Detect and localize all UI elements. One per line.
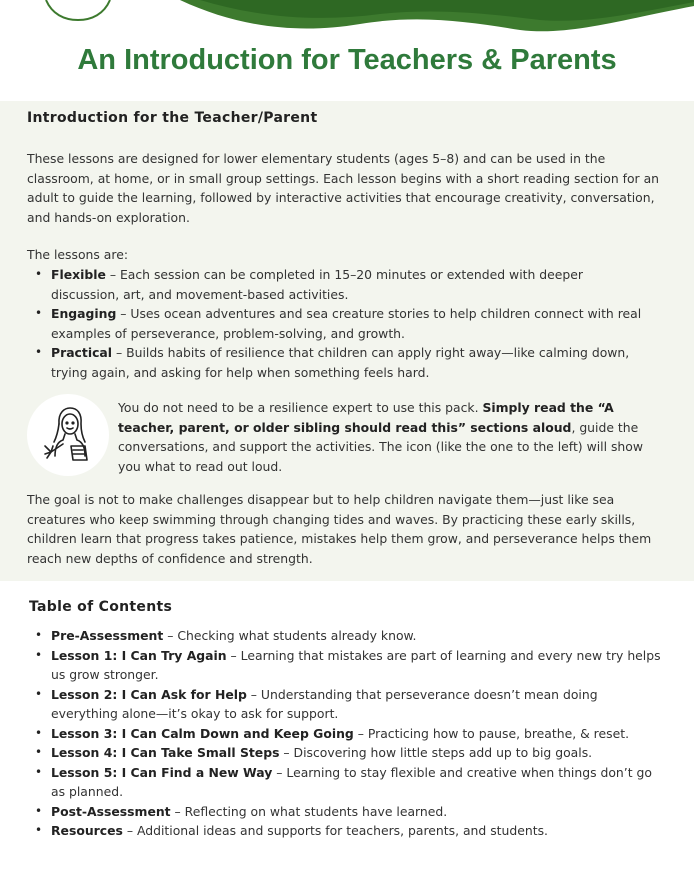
toc-desc: – Discovering how little steps add up to big goals. [279, 745, 593, 760]
toc-item-pre-assessment: • Pre-Assessment – Checking what students already know. [35, 628, 417, 643]
toc-item-lesson-4: • Lesson 4: I Can Take Small Steps – Discovering how little steps add up to big goals. [35, 745, 593, 760]
toc-desc: – Additional ideas and supports for teachers, parents, and students. [122, 823, 548, 838]
toc-term: Lesson 1: I Can Try Again [51, 647, 227, 663]
toc-item-resources: • Resources – Additional ideas and supports for teachers, parents, and students. [35, 823, 548, 838]
page-title: An Introduction for Teachers & Parents [77, 44, 617, 76]
toc-desc: – Learning to stay flexible and creative when things don’t go as planned. [51, 764, 652, 799]
reader-note [118, 398, 658, 476]
feature-term: Engaging [51, 306, 117, 321]
toc-term: Lesson 5: I Can Find a New Way [51, 764, 273, 780]
feature-desc: – Each session can be completed in 15–20 minutes or extended with deeper discussion, art, and movement-based activities. [51, 267, 583, 302]
toc-item-lesson-2: • Lesson 2: I Can Ask for Help – Understanding that perseverance doesn’t mean doing everything alone—it’s okay to ask for support. [35, 686, 598, 721]
feature-desc: – Builds habits of resilience that children can apply right away—like calming down, trying again, and asking for help when something feels hard. [51, 345, 630, 380]
header-wave-decoration [0, 0, 694, 40]
reader-note-bold: Simply read the “A teacher, parent, or older sibling should read this” sections aloud [118, 400, 614, 435]
toc-desc: – Checking what students already know. [163, 628, 417, 643]
goal-paragraph: The goal is not to make challenges disappear but to help children navigate them—just like sea creatures who keep swimming through changing tides and waves. By practicing these early skills, children learn that progress takes patience, mistakes help them grow, and perseverance helps them reach new depths of confidence and strength. [27, 492, 652, 566]
list-item: • Practical – Builds habits of resilience that children can apply right away—like calming down, trying again, and asking for help when something feels hard. [35, 345, 630, 380]
toc-term: Lesson 4: I Can Take Small Steps [51, 745, 280, 760]
toc-item-post-assessment: • Post-Assessment – Reflecting on what students have learned. [35, 803, 448, 819]
toc-term: Pre-Assessment [51, 628, 164, 643]
table-of-contents [27, 626, 667, 841]
toc-item-lesson-3: • Lesson 3: I Can Calm Down and Keep Going – Practicing how to pause, breathe, & reset. [35, 725, 630, 741]
toc-desc: – Understanding that perseverance doesn’t mean doing everything alone—it’s okay to ask for support. [51, 686, 598, 721]
toc-desc: – Reflecting on what students have learned. [170, 803, 448, 819]
lessons-are-label: The lessons are: [27, 247, 129, 262]
feature-term: Flexible [51, 267, 106, 282]
toc-desc: – Learning that mistakes are part of learning and every new try helps us grow stronger. [51, 647, 661, 682]
toc-heading: Table of Contents [29, 599, 173, 615]
list-item: • Engaging – Uses ocean adventures and sea creature stories to help children connect with real examples of perseverance, problem-solving, and growth. [35, 306, 642, 341]
toc-item-lesson-5: • Lesson 5: I Can Find a New Way – Learning to stay flexible and creative when things don’t go as planned. [35, 764, 652, 799]
feature-term: Practical [51, 345, 113, 360]
reading-teacher-icon [27, 394, 109, 476]
toc-term: Lesson 2: I Can Ask for Help [51, 686, 247, 702]
reader-icon-graphic [27, 394, 109, 476]
reader-note-text: You do not need to be a resilience expert to use this pack. [118, 400, 483, 415]
lesson-features-list [27, 265, 647, 382]
toc-item-lesson-1: • Lesson 1: I Can Try Again – Learning that mistakes are part of learning and every new try helps us grow stronger. [35, 647, 661, 682]
feature-desc: – Uses ocean adventures and sea creature stories to help children connect with real examples of perseverance, problem-solving, and growth. [51, 306, 642, 341]
toc-term: Post-Assessment [51, 803, 171, 819]
toc-desc: – Practicing how to pause, breathe, & reset. [353, 725, 630, 741]
reader-note-text-end: , guide the conversations, and support the activities. The icon (like the one to the left) will show you what to read out loud. [118, 419, 643, 474]
intro-paragraph: These lessons are designed for lower elementary students (ages 5–8) and can be used in the classroom, at home, or in small group settings. Each lesson begins with a short reading section for an adult to guide the learning, followed by interactive activities that encourage creativity, conversation, and hands-on exploration. [27, 151, 660, 225]
list-item: • Flexible – Each session can be completed in 15–20 minutes or extended with deeper discussion, art, and movement-based activities. [35, 267, 583, 302]
toc-term: Resources [51, 823, 123, 838]
toc-term: Lesson 3: I Can Calm Down and Keep Going [51, 725, 354, 741]
intro-heading: Introduction for the Teacher/Parent [27, 110, 318, 126]
